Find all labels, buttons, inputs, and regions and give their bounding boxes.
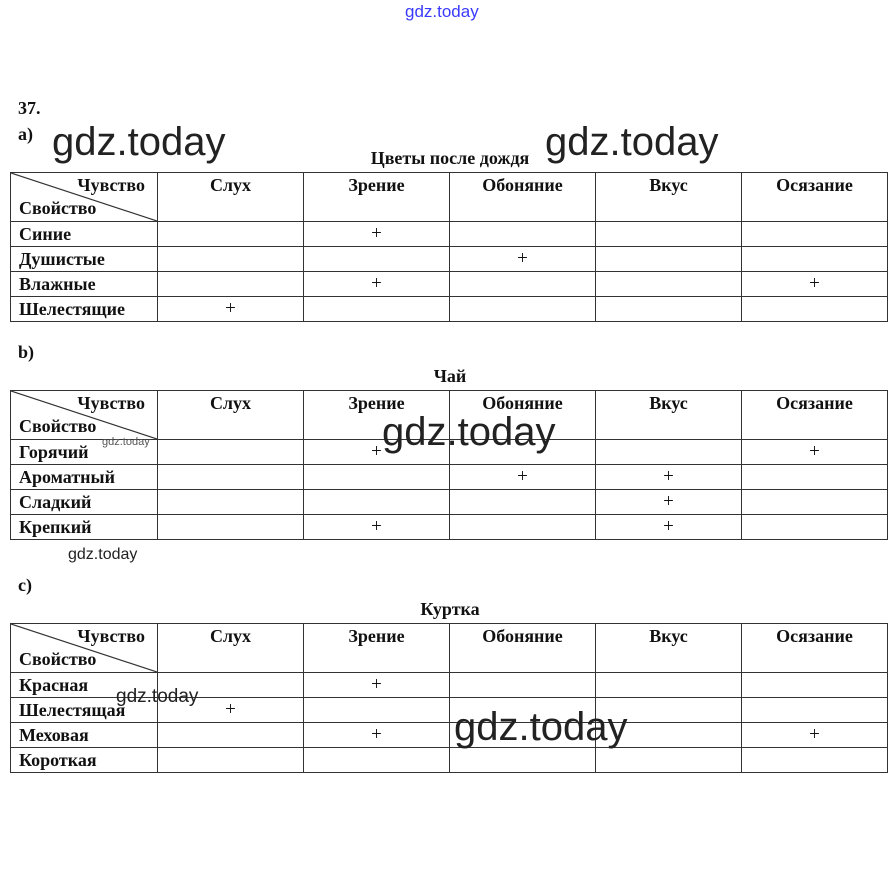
sense-cell: + [742,272,888,297]
sense-cell [596,247,742,272]
sense-cell [742,247,888,272]
section-a-title: Цветы после дождя [370,148,530,168]
column-header: Вкус [596,391,742,440]
property-label: Синие [11,222,158,247]
sense-cell [596,748,742,773]
corner-property-label: Свойство [19,198,97,218]
table-row [11,723,888,748]
sense-cell [158,748,304,773]
sense-cell [304,465,450,490]
header-row [11,624,888,673]
watermark-small-2: gdz.today [116,686,199,707]
sense-cell [450,673,596,698]
property-label: Влажные [11,272,158,297]
property-label: Меховая [11,723,158,748]
sense-cell: + [304,440,450,465]
column-header: Зрение [304,624,450,673]
corner-feel-label: Чувство [77,393,145,413]
sense-cell [158,515,304,540]
column-header: Слух [158,391,304,440]
sense-cell [450,515,596,540]
sense-cell: + [742,440,888,465]
property-label: Сладкий [11,490,158,515]
table-row [11,490,888,515]
sense-cell [450,490,596,515]
corner-feel-label: Чувство [77,175,145,195]
property-label: Шелестящие [11,297,158,322]
section-a-letter: a) [18,124,33,144]
sense-cell [158,272,304,297]
corner-cell [11,173,158,222]
sense-cell [304,698,450,723]
property-label: Короткая [11,748,158,773]
sense-cell: + [450,247,596,272]
watermark-big-4: gdz.today [454,705,628,749]
section-c-letter: c) [18,575,32,595]
sense-cell [158,723,304,748]
column-header: Осязание [742,391,888,440]
sense-cell: + [596,490,742,515]
sense-cell: + [304,723,450,748]
column-header: Обоняние [450,391,596,440]
sense-cell [596,673,742,698]
column-header: Зрение [304,173,450,222]
corner-cell [11,391,158,440]
sense-cell [450,748,596,773]
sense-cell [304,490,450,515]
sense-cell [596,272,742,297]
sense-cell [742,222,888,247]
column-header: Вкус [596,624,742,673]
sense-cell [742,297,888,322]
sense-cell: + [304,515,450,540]
sense-cell: + [742,723,888,748]
sense-cell [158,222,304,247]
sense-cell [742,515,888,540]
column-header: Обоняние [450,624,596,673]
sense-cell [742,698,888,723]
sense-cell [596,222,742,247]
section-c-title: Куртка [420,599,480,619]
column-header: Слух [158,173,304,222]
property-label: Красная [11,673,158,698]
sense-cell: + [450,465,596,490]
column-header: Слух [158,624,304,673]
corner-feel-label: Чувство [77,626,145,646]
sense-cell [742,673,888,698]
sense-cell: + [596,465,742,490]
section-b-title: Чай [433,366,467,386]
sense-cell [450,222,596,247]
property-label: Ароматный [11,465,158,490]
table-row [11,247,888,272]
corner-property-label: Свойство [19,649,97,669]
column-header: Зрение [304,391,450,440]
table-row [11,748,888,773]
table-row [11,465,888,490]
corner-cell [11,624,158,673]
watermark-tiny: gdz.today [102,436,150,448]
sense-cell: + [158,698,304,723]
sense-cell [742,748,888,773]
property-label: Шелестящая [11,698,158,723]
table-row [11,272,888,297]
table-row [11,297,888,322]
watermark-small-1: gdz.today [68,546,138,563]
sense-cell [158,247,304,272]
column-header: Осязание [742,173,888,222]
sense-cell: + [596,515,742,540]
sense-cell [158,490,304,515]
sense-cell: + [304,673,450,698]
watermark-big-2: gdz.today [545,120,719,164]
property-label: Горячий [11,440,158,465]
section-b-letter: b) [18,342,35,362]
sense-cell [742,465,888,490]
table-row [11,222,888,247]
property-label: Душистые [11,247,158,272]
watermark-top: gdz.today [405,2,479,21]
sense-cell [304,247,450,272]
corner-property-label: Свойство [19,416,97,436]
table-row [11,515,888,540]
sense-cell [450,272,596,297]
exercise-number: 37. [18,98,41,118]
sense-cell [450,297,596,322]
sense-cell [742,490,888,515]
sense-cell [596,297,742,322]
sense-cell: + [304,272,450,297]
watermark-big-3: gdz.today [382,410,556,454]
column-header: Вкус [596,173,742,222]
watermark-big-1: gdz.today [52,120,226,164]
sense-cell [596,440,742,465]
header-row [11,173,888,222]
table-section-a [10,172,888,322]
property-label: Крепкий [11,515,158,540]
sense-cell: + [304,222,450,247]
column-header: Осязание [742,624,888,673]
sense-cell [158,440,304,465]
column-header: Обоняние [450,173,596,222]
sense-cell [158,465,304,490]
sense-cell [304,297,450,322]
sense-cell [304,748,450,773]
sense-cell: + [158,297,304,322]
